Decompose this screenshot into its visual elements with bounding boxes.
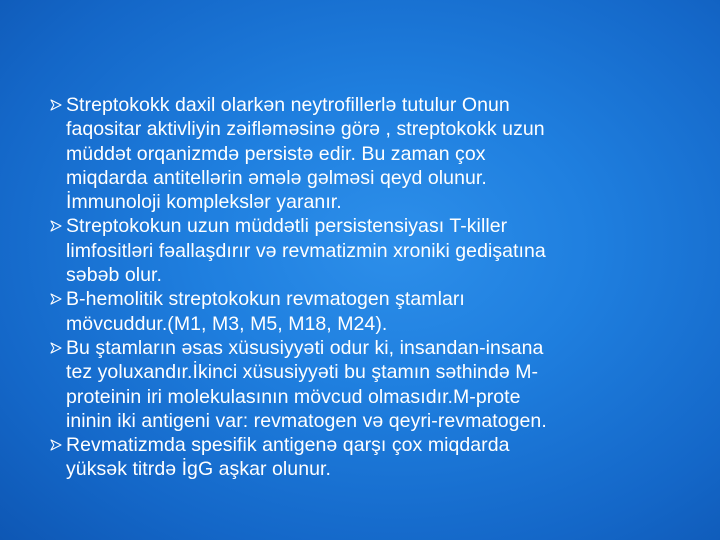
list-item	[55, 287, 675, 336]
bullet-text: B-hemolitik streptokokun revmatogen ştamları mövcuddur.(M1, M3, M5, M18, M24).	[66, 288, 465, 335]
list-item	[55, 214, 675, 287]
list-item	[55, 433, 675, 482]
arrowhead-bullet-icon	[50, 342, 62, 354]
arrowhead-bullet-icon	[50, 293, 62, 305]
bullet-text: Streptokokk daxil olarkən neytrofillerlə tutulur Onun faqositar aktivliyin zəifləməsinə görə , streptokokk uzun müddət orqanizmdə persistə edir. Bu zaman çox miqdarda antitellərin əmələ gəlməsi qeyd olunur. İmmunoloji komplekslər yaranır.	[66, 94, 545, 214]
bullet-text: Streptokokun uzun müddətli persistensiyası T-killer limfositləri fəallaşdırır və revmatizmin xroniki gedişatına səbəb olur.	[66, 215, 546, 287]
arrowhead-bullet-icon	[50, 220, 62, 232]
arrowhead-bullet-icon	[50, 99, 62, 111]
list-item	[55, 93, 675, 214]
list-item	[55, 336, 675, 433]
bullet-text: Bu ştamların əsas xüsusiyyəti odur ki, insandan-insana tez yoluxandır.İkinci xüsusiyyəti bu ştamın səthində M- proteinin iri molekulasının mövcud olmasıdır.M-prote ininin iki antigeni var: revmatogen və qeyri-revmatogen.	[66, 336, 547, 432]
bullet-text: Revmatizmda spesifik antigenə qarşı çox miqdarda yüksək titrdə İgG aşkar olunur.	[66, 434, 510, 481]
bullet-list	[55, 93, 675, 482]
arrowhead-bullet-icon	[50, 439, 62, 451]
